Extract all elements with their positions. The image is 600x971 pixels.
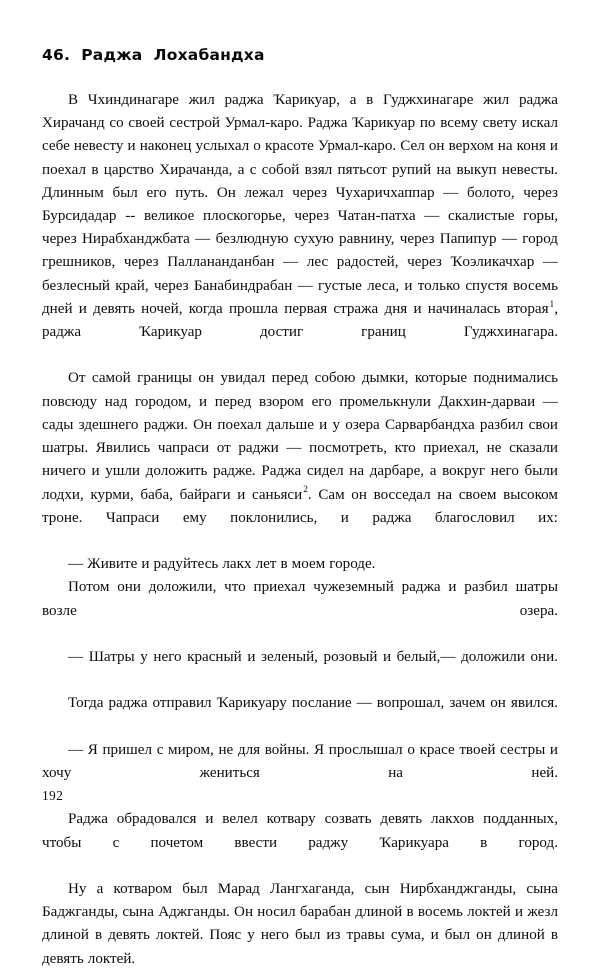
paragraph-text-tail: , раджа Ҡарикуар достиг границ Гуджхинагара. bbox=[42, 300, 558, 341]
body-text bbox=[42, 64, 558, 971]
paragraph: — Живите и радуйтесь лакх лет в моем городе. bbox=[68, 556, 376, 573]
footnote-marker: 2 bbox=[303, 485, 308, 496]
paragraph-text-tail: . Сам он восседал на своем высоком троне. Чапраси ему поклонились, и раджа благословил их: bbox=[42, 486, 558, 526]
paragraph: Раджа обрадовался и велел котвару созвать девять лакхов подданных, чтобы с почетом ввести раджу Ҡарикуара в город. bbox=[42, 811, 558, 851]
page-number: 192 bbox=[42, 788, 64, 803]
page-content bbox=[42, 0, 558, 971]
paragraph bbox=[42, 367, 558, 553]
paragraph: — Я пришел с миром, не для войны. Я прослышал о красе твоей сестры и хочу жениться на ней. bbox=[42, 741, 558, 781]
paragraph: — Шатры у него красный и зеленый, розовый и белый,— доложили они. bbox=[68, 648, 558, 665]
paragraph: Ну а котваром был Марад Лангхаганда, сын Нирбханджганды, сына Баджганды, сына Аджганды. Он носил барабан длиной в восемь локтей и жезл длиной в девять локтей. Пояс у него был из травы сума, и был он длиной в девять локтей. bbox=[42, 880, 558, 967]
chapter-heading: 46. Раджа Лохабандха bbox=[42, 46, 265, 64]
paragraph-text: В Чхиндинагаре жил раджа Ҡарикуар, а в Гуджхинагаре жил раджа Хирачанд со своей сестрой Урмал-каро. Раджа Ҡарикуар по всему свету искал себе невесту и наконец услыхал о красоте Урмал-каро. Сел он верхом на коня и поехал в царство Хирачанда, а с собой взял пятьсот рупий на выкуп невесты. Длинным был его путь. Он лежал через Чухаричхаппар — болото, через Бурсидадар -- великое плоскогорье, через Чатан-патха — скалистые горы, через Нирабханджбата — безлюдную сухую равнину, через Папипур — город грешников, через Паллананданбан — лес радостей, через Ҡоэликачхар — безлесный край, через Банабиндрабан — густые леса, и только спустя восемь дней и девять ночей, когда прошла первая стража дня и начиналась вторая bbox=[42, 92, 558, 317]
paragraph-text: От самой границы он увидал перед собою дымки, которые поднимались повсюду над городом, и перед взором его промелькнули Дакхин-дарваи — сады здешнего раджи. Он поехал дальше и у озера Сарварбандха разбил свои шатры. Явились чапраси от раджи — посмотреть, кто приехал, не сказали ничего и ушли доложить радже. Раджа сидел на дарбаре, а вокруг него были лодхи, курми, баба, байраги и саньяси bbox=[42, 370, 558, 503]
paragraph: Потом они доложили, что приехал чужеземный раджа и разбил шатры возле озера. bbox=[42, 579, 558, 619]
paragraph: Тогда раджа отправил Ҡарикуару послание — вопрошал, зачем он явился. bbox=[68, 695, 558, 712]
footnote-marker: 1 bbox=[549, 299, 555, 310]
paragraph bbox=[42, 89, 558, 367]
